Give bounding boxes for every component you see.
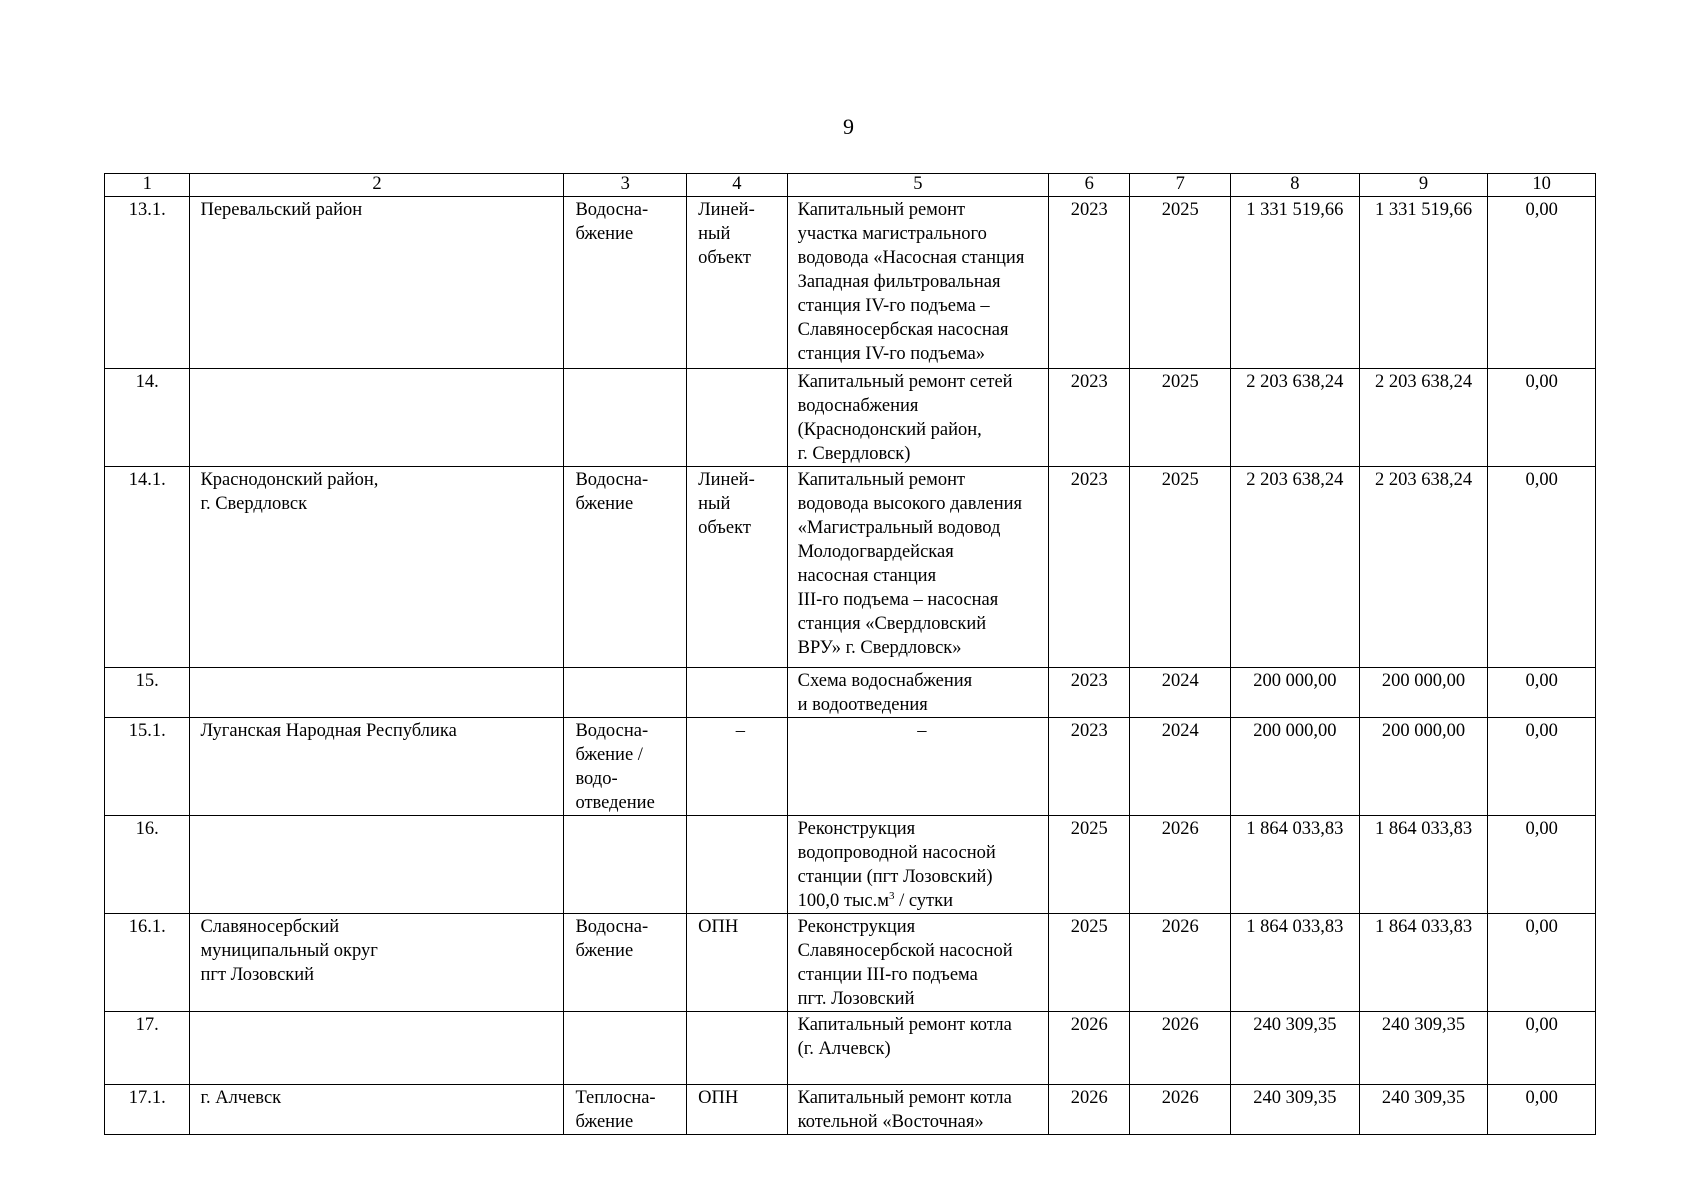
- type-cell: Водосна- бжение / водо- отведение: [564, 718, 687, 816]
- type-cell: Водосна- бжение: [564, 467, 687, 668]
- description-cell: Капитальный ремонт участка магистрального водовода «Насосная станция Западная фильтровальная станция IV-го подъема – Славяносербская насосная станция IV-го подъема»: [787, 197, 1048, 369]
- column-header-7: 7: [1130, 174, 1231, 197]
- total-cost-cell: 1 864 033,83: [1230, 914, 1359, 1012]
- total-cost-cell: 1 331 519,66: [1230, 197, 1359, 369]
- column-header-2: 2: [190, 174, 564, 197]
- column-header-1: 1: [105, 174, 190, 197]
- total-cost-cell: 240 309,35: [1230, 1085, 1359, 1135]
- total-cost-cell: 1 864 033,83: [1230, 816, 1359, 914]
- funding-cell: 1 864 033,83: [1359, 914, 1488, 1012]
- total-cost-cell: 2 203 638,24: [1230, 467, 1359, 668]
- end-year-cell: 2026: [1130, 914, 1231, 1012]
- other-funding-cell: 0,00: [1488, 718, 1596, 816]
- end-year-cell: 2025: [1130, 369, 1231, 467]
- end-year-cell: 2024: [1130, 718, 1231, 816]
- investment-program-table: [104, 173, 1596, 1135]
- start-year-cell: 2025: [1049, 816, 1130, 914]
- table-row: [105, 816, 1596, 914]
- end-year-cell: 2025: [1130, 197, 1231, 369]
- page-number: 9: [843, 114, 854, 139]
- description-cell: Капитальный ремонт водовода высокого давления «Магистральный водовод Молодогвардейская насосная станция III-го подъема – насосная станция «Свердловский ВРУ» г. Свердловск»: [787, 467, 1048, 668]
- row-number: 17.1.: [105, 1085, 190, 1135]
- other-funding-cell: 0,00: [1488, 914, 1596, 1012]
- location-cell: г. Алчевск: [190, 1085, 564, 1135]
- category-cell: [687, 816, 788, 914]
- end-year-cell: 2025: [1130, 467, 1231, 668]
- start-year-cell: 2026: [1049, 1012, 1130, 1085]
- funding-cell: 1 331 519,66: [1359, 197, 1488, 369]
- row-number: 16.: [105, 816, 190, 914]
- table-row: [105, 1085, 1596, 1135]
- table-row: [105, 914, 1596, 1012]
- other-funding-cell: 0,00: [1488, 1085, 1596, 1135]
- location-cell: [190, 1012, 564, 1085]
- capacity-superscript: 3: [888, 889, 895, 902]
- other-funding-cell: 0,00: [1488, 668, 1596, 718]
- table-row: [105, 668, 1596, 718]
- other-funding-cell: 0,00: [1488, 467, 1596, 668]
- column-header-9: 9: [1359, 174, 1488, 197]
- location-cell: [190, 369, 564, 467]
- column-header-8: 8: [1230, 174, 1359, 197]
- table-row: [105, 369, 1596, 467]
- description-cell: [787, 816, 1048, 914]
- start-year-cell: 2023: [1049, 668, 1130, 718]
- type-cell: [564, 816, 687, 914]
- other-funding-cell: 0,00: [1488, 369, 1596, 467]
- total-cost-cell: 200 000,00: [1230, 668, 1359, 718]
- end-year-cell: 2026: [1130, 816, 1231, 914]
- end-year-cell: 2026: [1130, 1012, 1231, 1085]
- location-cell: [190, 668, 564, 718]
- other-funding-cell: 0,00: [1488, 1012, 1596, 1085]
- start-year-cell: 2023: [1049, 718, 1130, 816]
- table-row: [105, 467, 1596, 668]
- other-funding-cell: 0,00: [1488, 197, 1596, 369]
- location-cell: Краснодонский район, г. Свердловск: [190, 467, 564, 668]
- category-cell: Линей- ный объект: [687, 197, 788, 369]
- description-cell: Реконструкция Славяносербской насосной станции III-го подъема пгт. Лозовский: [787, 914, 1048, 1012]
- start-year-cell: 2025: [1049, 914, 1130, 1012]
- funding-cell: 200 000,00: [1359, 718, 1488, 816]
- table-row: [105, 197, 1596, 369]
- description-text: Реконструкция водопроводной насосной станции (пгт Лозовский): [797, 819, 996, 887]
- start-year-cell: 2023: [1049, 467, 1130, 668]
- funding-cell: 240 309,35: [1359, 1012, 1488, 1085]
- category-cell: –: [687, 718, 788, 816]
- column-header-3: 3: [564, 174, 687, 197]
- description-cell: Схема водоснабжения и водоотведения: [787, 668, 1048, 718]
- funding-cell: 240 309,35: [1359, 1085, 1488, 1135]
- funding-cell: 2 203 638,24: [1359, 369, 1488, 467]
- end-year-cell: 2024: [1130, 668, 1231, 718]
- column-header-5: 5: [787, 174, 1048, 197]
- column-header-6: 6: [1049, 174, 1130, 197]
- row-number: 14.1.: [105, 467, 190, 668]
- row-number: 15.1.: [105, 718, 190, 816]
- total-cost-cell: 240 309,35: [1230, 1012, 1359, 1085]
- category-cell: [687, 1012, 788, 1085]
- location-cell: Перевальский район: [190, 197, 564, 369]
- end-year-cell: 2026: [1130, 1085, 1231, 1135]
- row-number: 14.: [105, 369, 190, 467]
- location-cell: [190, 816, 564, 914]
- total-cost-cell: 200 000,00: [1230, 718, 1359, 816]
- start-year-cell: 2026: [1049, 1085, 1130, 1135]
- table-header-row: [105, 174, 1596, 197]
- description-cell: Капитальный ремонт котла (г. Алчевск): [787, 1012, 1048, 1085]
- funding-cell: 1 864 033,83: [1359, 816, 1488, 914]
- row-number: 15.: [105, 668, 190, 718]
- capacity-unit: / сутки: [894, 891, 954, 911]
- other-funding-cell: 0,00: [1488, 816, 1596, 914]
- location-cell: Славяносербский муниципальный округ пгт Лозовский: [190, 914, 564, 1012]
- total-cost-cell: 2 203 638,24: [1230, 369, 1359, 467]
- column-header-4: 4: [687, 174, 788, 197]
- category-cell: ОПН: [687, 914, 788, 1012]
- table-row: [105, 718, 1596, 816]
- row-number: 13.1.: [105, 197, 190, 369]
- category-cell: [687, 369, 788, 467]
- location-cell: Луганская Народная Республика: [190, 718, 564, 816]
- start-year-cell: 2023: [1049, 197, 1130, 369]
- type-cell: Теплосна- бжение: [564, 1085, 687, 1135]
- description-cell: Капитальный ремонт котла котельной «Восточная»: [787, 1085, 1048, 1135]
- category-cell: [687, 668, 788, 718]
- table-row: [105, 1012, 1596, 1085]
- column-header-10: 10: [1488, 174, 1596, 197]
- type-cell: [564, 1012, 687, 1085]
- type-cell: Водосна- бжение: [564, 914, 687, 1012]
- type-cell: Водосна- бжение: [564, 197, 687, 369]
- start-year-cell: 2023: [1049, 369, 1130, 467]
- description-cell: –: [787, 718, 1048, 816]
- description-cell: Капитальный ремонт сетей водоснабжения (Краснодонский район, г. Свердловск): [787, 369, 1048, 467]
- row-number: 17.: [105, 1012, 190, 1085]
- funding-cell: 200 000,00: [1359, 668, 1488, 718]
- row-number: 16.1.: [105, 914, 190, 1012]
- funding-cell: 2 203 638,24: [1359, 467, 1488, 668]
- type-cell: [564, 369, 687, 467]
- type-cell: [564, 668, 687, 718]
- category-cell: Линей- ный объект: [687, 467, 788, 668]
- category-cell: ОПН: [687, 1085, 788, 1135]
- capacity-value: 100,0 тыс.м: [797, 891, 889, 911]
